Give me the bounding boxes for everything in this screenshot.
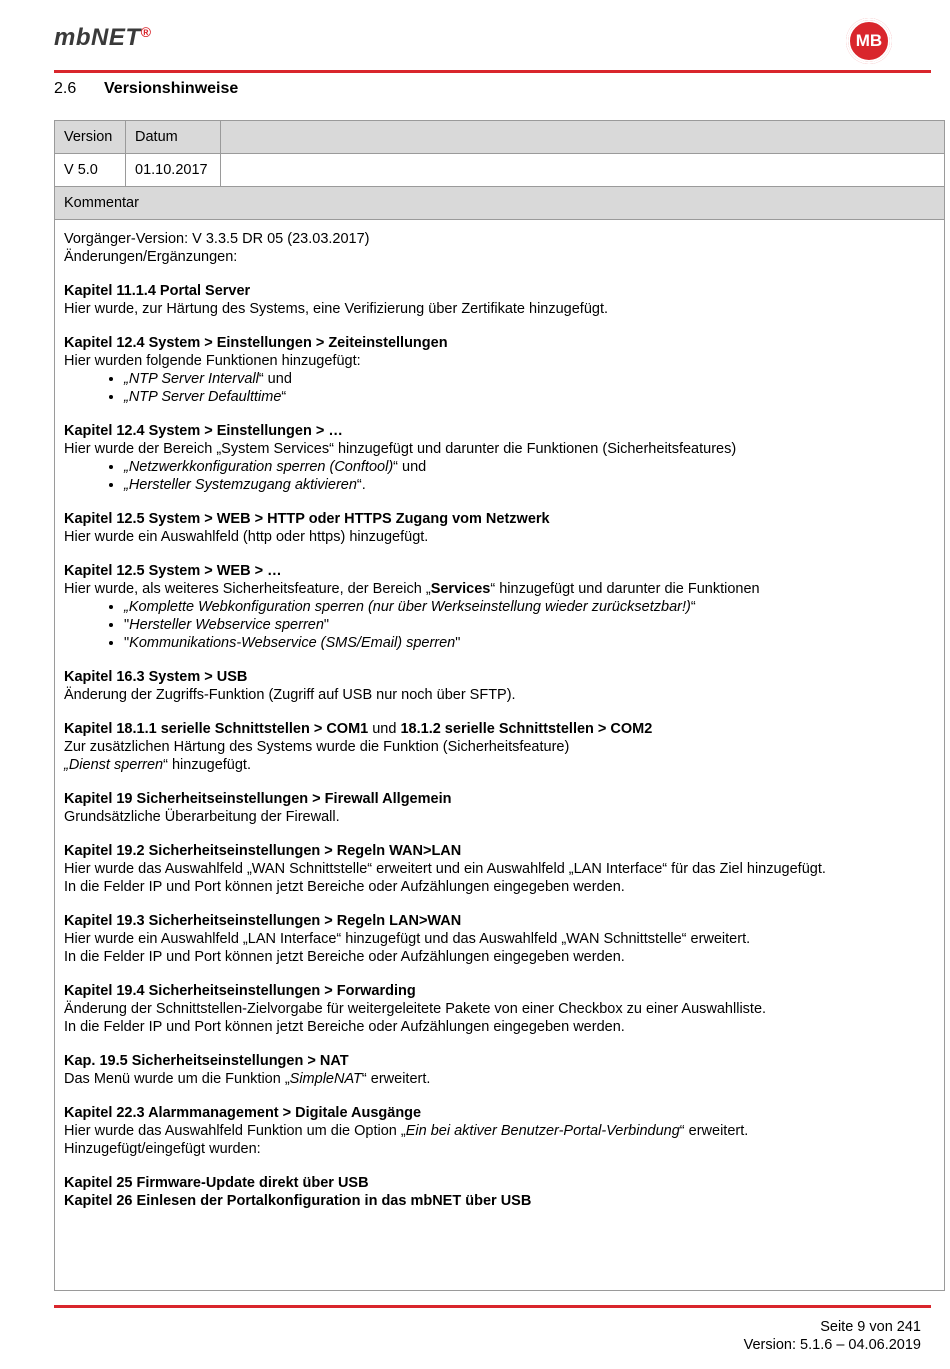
change-block: Kapitel 12.5 System > WEB > HTTP oder HTTPS Zugang vom Netzwerk Hier wurde ein Auswahlfeld (http oder https) hinzugefügt.	[64, 511, 550, 545]
added-label: Hinzugefügt/eingefügt wurden:	[64, 1141, 261, 1157]
list-item: • „Komplette Webkonfiguration sperren (nur über Werkseinstellung wieder zurücksetzbar!)“	[124, 598, 935, 616]
header-datum: Datum	[126, 121, 221, 154]
list-item: • „Hersteller Systemzugang aktivieren“.	[124, 476, 935, 494]
cell-datum: 01.10.2017	[126, 154, 221, 187]
change-block: Kapitel 12.4 System > Einstellungen > … Hier wurde der Bereich „System Services“ hinzugefügt und darunter die Funktionen (Sicherheitsfeatures) • „Netzwerkkonfiguration sperren (Conftool)“ und • „Hersteller Systemzugang aktivieren“.	[64, 422, 935, 494]
version-table	[54, 120, 945, 220]
kommentar-content	[54, 220, 945, 1291]
list-item: • "Kommunikations-Webservice (SMS/Email) sperren"	[124, 634, 935, 652]
change-block: Kap. 19.5 Sicherheitseinstellungen > NAT Das Menü wurde um die Funktion „SimpleNAT“ erweitert.	[64, 1053, 431, 1087]
footer-divider	[54, 1305, 931, 1308]
change-block: Kapitel 16.3 System > USB Änderung der Zugriffs-Funktion (Zugriff auf USB nur noch über SFTP).	[64, 669, 516, 703]
header-kommentar: Kommentar	[55, 187, 945, 220]
list-item: • "Hersteller Webservice sperren"	[124, 616, 935, 634]
change-block: Kapitel 19.4 Sicherheitseinstellungen > Forwarding Änderung der Schnittstellen-Zielvorgabe für weitergeleitete Pakete von einer Checkbox zu einer Auswahlliste. In die Felder IP und Port können jetzt Bereiche oder Aufzählungen eingegeben werden.	[64, 983, 767, 1035]
bullet-list	[64, 370, 935, 406]
list-item: • „Netzwerkkonfiguration sperren (Conftool)“ und	[124, 458, 935, 476]
bullet-list	[64, 598, 935, 652]
section-number: 2.6	[54, 80, 77, 97]
header-version: Version	[55, 121, 126, 154]
change-block: Kapitel 18.1.1 serielle Schnittstellen > COM1 und 18.1.2 serielle Schnittstellen > COM2 Zur zusätzlichen Härtung des Systems wurde die Funktion (Sicherheitsfeature) „Dienst sperren“ hinzugefügt.	[64, 721, 653, 773]
bullet-list	[64, 458, 935, 494]
change-block: Kapitel 12.4 System > Einstellungen > Zeiteinstellungen Hier wurden folgende Funktionen hinzugefügt: • „NTP Server Intervall“ und • „NTP Server Defaulttime“	[64, 334, 935, 406]
change-block: Kapitel 19.2 Sicherheitseinstellungen > Regeln WAN>LAN Hier wurde das Auswahlfeld „WAN Schnittstelle“ erweitert und ein Auswahlfeld „LAN Interface“ für das Ziel hinzugefügt. In die Felder IP und Port können jetzt Bereiche oder Aufzählungen eingegeben werden.	[64, 843, 826, 895]
header-empty	[221, 121, 945, 154]
change-block: Kapitel 19 Sicherheitseinstellungen > Firewall Allgemein Grundsätzliche Überarbeitung der Firewall.	[64, 791, 452, 825]
cell-version: V 5.0	[55, 154, 126, 187]
change-block: Kapitel 11.1.4 Portal Server Hier wurde, zur Härtung des Systems, eine Verifizierung über Zertifikate hinzugefügt.	[64, 283, 609, 317]
change-block: Kapitel 12.5 System > WEB > … Hier wurde, als weiteres Sicherheitsfeature, der Bereich „Services“ hinzugefügt und darunter die Funktionen • „Komplette Webkonfiguration sperren (nur über Werkseinstellung wieder zurücksetzbar!)“ • "Hersteller Webservice sperren" • "Kommunikations-Webservice (SMS/Email) sperren"	[64, 562, 935, 652]
section-heading	[54, 80, 238, 98]
header-divider	[54, 70, 931, 73]
change-block: Kapitel 25 Firmware-Update direkt über USB Kapitel 26 Einlesen der Portalkonfiguration in das mbNET über USB	[64, 1175, 532, 1209]
list-item: • „NTP Server Defaulttime“	[124, 388, 935, 406]
mb-badge-icon: MB	[846, 18, 892, 64]
cell-empty	[221, 154, 945, 187]
mbnet-logo: mbNET®	[54, 24, 152, 51]
section-title: Versionshinweise	[104, 80, 239, 97]
prev-version: Vorgänger-Version: V 3.3.5 DR 05 (23.03.2017)	[64, 231, 370, 247]
logo-mark: ®	[140, 24, 152, 40]
changes-label: Änderungen/Ergänzungen:	[64, 249, 238, 265]
change-block: Kapitel 22.3 Alarmmanagement > Digitale Ausgänge Hier wurde das Auswahlfeld Funktion um die Option „Ein bei aktiver Benutzer-Portal-Verbindung“ erweitert.	[64, 1105, 749, 1139]
change-block: Kapitel 19.3 Sicherheitseinstellungen > Regeln LAN>WAN Hier wurde ein Auswahlfeld „LAN Interface“ hinzugefügt und das Auswahlfeld „WAN Schnittstelle“ erweitert. In die Felder IP und Port können jetzt Bereiche oder Aufzählungen eingegeben werden.	[64, 913, 751, 965]
list-item: • „NTP Server Intervall“ und	[124, 370, 935, 388]
page-number: Seite 9 von 241	[820, 1319, 921, 1335]
footer-version: Version: 5.1.6 – 04.06.2019	[743, 1337, 921, 1353]
